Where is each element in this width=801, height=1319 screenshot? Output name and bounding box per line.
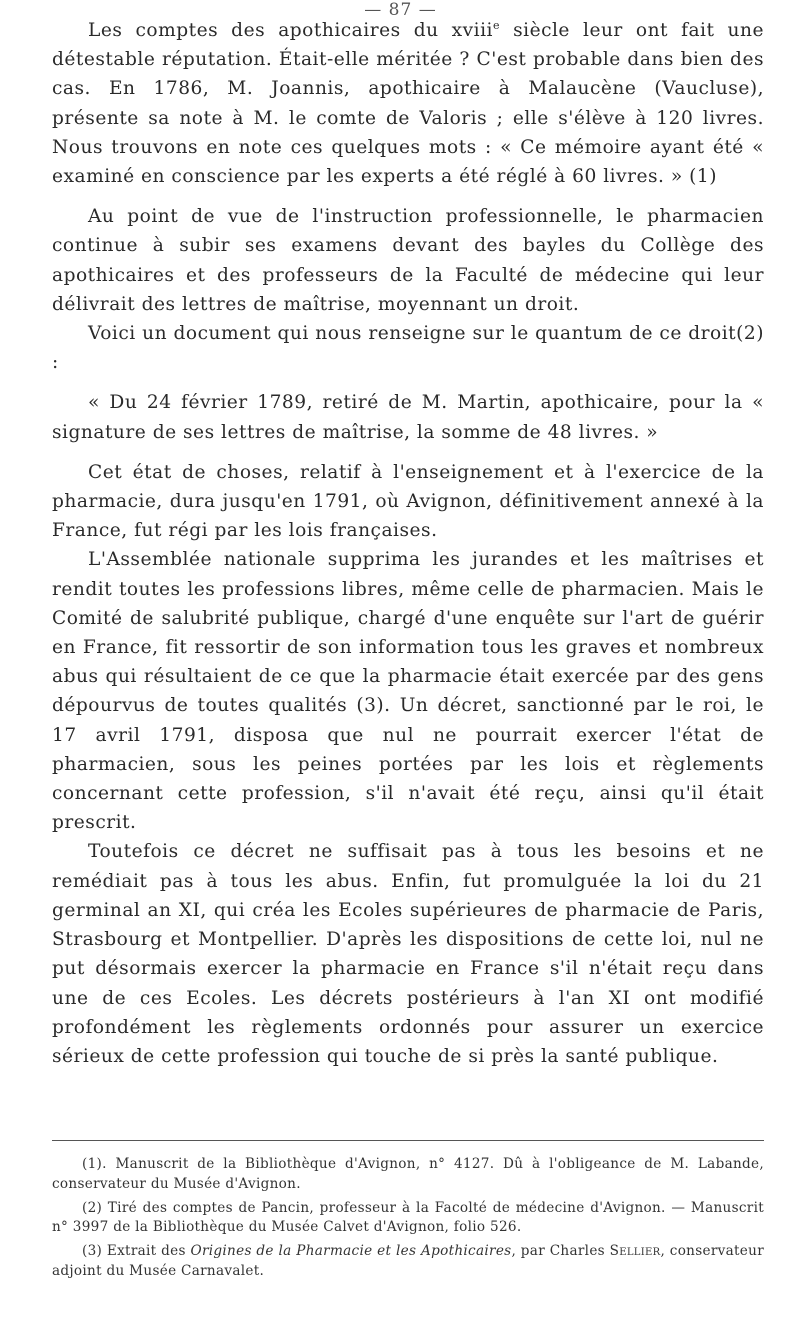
body-text: [52, 16, 764, 1071]
page-number: — 87 —: [364, 0, 437, 20]
footnote-2: (2) Tiré des comptes de Pancin, professeur à la Facolté de médecine d'Avignon. — Manuscrit n° 3997 de la Bibliothèque du Musée Calvet d'Avignon, folio 526.: [52, 1199, 764, 1236]
footnote-1: (1). Manuscrit de la Bibliothèque d'Avignon, n° 4127. Dû à l'obligeance de M. Labande, conservateur du Musée d'Avignon.: [52, 1156, 764, 1192]
paragraph-3: Voici un document qui nous renseigne sur le quantum de ce droit(2) :: [52, 323, 764, 374]
paragraph-7: Toutefois ce décret ne suffisait pas à tous les besoins et ne remédiait pas à tous les abus. Enfin, fut promulguée la loi du 21 germinal an XI, qui créa les Ecoles supérieures de pharmacie de Paris, Strasbourg et Montpellier. D'après les dispositions de cette loi, nul ne put désormais exercer la pharmacie en France s'il n'était reçu dans une de ces Ecoles. Les décrets postérieurs à l'an XI ont modifié profondément les règlements ordonnés pour assurer un exercice sérieux de cette profession qui touche de si près la santé publique.: [52, 841, 764, 1067]
paragraph-6: L'Assemblée nationale supprima les jurandes et les maîtrises et rendit toutes les professions libres, même celle de pharmacien. Mais le Comité de salubrité publique, chargé d'une enquête sur l'art de guérir en France, fit ressortir de son information tous les graves et nombreux abus qui résultaient de ce que la pharmacie était exercée par des gens dépourvus de toutes qualités (3). Un décret, sanctionné par le roi, le 17 avril 1791, disposa que nul ne pourrait exercer l'état de pharmacien, sous les peines portées par les lois et règlements concernant cette profession, s'il n'avait été reçu, ainsi qu'il était prescrit.: [52, 549, 764, 834]
paragraph-4-quote: « Du 24 février 1789, retiré de M. Martin, apothicaire, pour la « signature de ses lettres de maîtrise, la somme de 48 livres. »: [52, 392, 764, 443]
footnotes: [52, 1155, 764, 1286]
paragraph-2: Au point de vue de l'instruction professionnelle, le pharmacien continue à subir ses examens devant des bayles du Collège des apothicaires et des professeurs de la Faculté de médecine qui leur délivrait des lettres de maîtrise, moyennant un droit.: [52, 206, 764, 315]
footnote-3: (3) Extrait des Origines de la Pharmacie et les Apothicaires, par Charles Sellier, conservateur adjoint du Musée Carnavalet.: [52, 1243, 764, 1279]
footnote-rule: [52, 1140, 764, 1141]
paragraph-1: Les comptes des apothicaires du xviii$^e$ siècle leur ont fait une détestable réputation. Était-elle méritée ? C'est probable dans bien des cas. En 1786, M. Joannis, apothicaire à Malaucène (Vaucluse), présente sa note à M. le comte de Valoris ; elle s'élève à 120 livres. Nous trouvons en note ces quelques mots : « Ce mémoire ayant été « examiné en conscience par les experts a été réglé à 60 livres. » (1): [52, 18, 764, 188]
paragraph-5: Cet état de choses, relatif à l'enseignement et à l'exercice de la pharmacie, dura jusqu'en 1791, où Avignon, définitivement annexé à la France, fut régi par les lois françaises.: [52, 461, 764, 542]
